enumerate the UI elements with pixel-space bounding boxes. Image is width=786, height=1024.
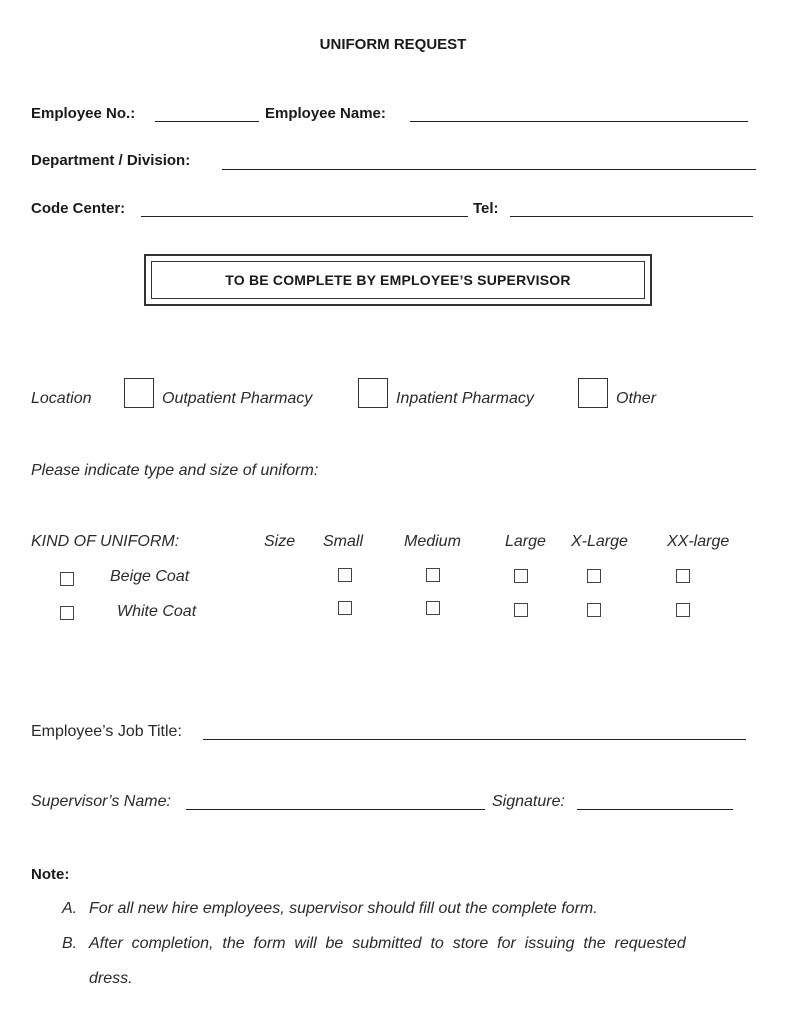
form-title: UNIFORM REQUEST xyxy=(319,36,467,53)
beige-coat-label: Beige Coat xyxy=(110,568,190,585)
white-coat-large-checkbox[interactable] xyxy=(514,603,528,617)
beige-coat-checkbox[interactable] xyxy=(60,572,74,586)
uniform-instruction: Please indicate type and size of uniform: xyxy=(31,462,319,479)
department-label: Department / Division: xyxy=(31,152,191,169)
code-center-field[interactable] xyxy=(141,216,468,217)
employee-name-field[interactable] xyxy=(410,121,748,122)
tel-label: Tel: xyxy=(473,200,499,217)
size-medium-header: Medium xyxy=(404,533,461,550)
beige-coat-large-checkbox[interactable] xyxy=(514,569,528,583)
job-title-field[interactable] xyxy=(203,739,746,740)
inpatient-pharmacy-label: Inpatient Pharmacy xyxy=(396,390,534,407)
size-header: Size xyxy=(264,533,296,550)
note-b-text-continued: dress. xyxy=(89,970,133,987)
size-large-header: Large xyxy=(505,533,546,550)
white-coat-medium-checkbox[interactable] xyxy=(426,601,440,615)
outpatient-pharmacy-label: Outpatient Pharmacy xyxy=(162,390,313,407)
beige-coat-small-checkbox[interactable] xyxy=(338,568,352,582)
note-a-text: For all new hire employees, supervisor should fill out the complete form. xyxy=(89,900,598,917)
code-center-label: Code Center: xyxy=(31,200,126,217)
employee-no-label: Employee No.: xyxy=(31,105,136,122)
white-coat-xlarge-checkbox[interactable] xyxy=(587,603,601,617)
other-checkbox[interactable] xyxy=(578,378,608,408)
employee-name-label: Employee Name: xyxy=(265,105,386,122)
inpatient-pharmacy-checkbox[interactable] xyxy=(358,378,388,408)
kind-of-uniform-header: KIND OF UNIFORM: xyxy=(31,533,180,550)
supervisor-name-field[interactable] xyxy=(186,809,485,810)
note-b-text: After completion, the form will be submitted to store for issuing the requested xyxy=(89,935,686,952)
size-xxlarge-header: XX-large xyxy=(667,533,730,550)
tel-field[interactable] xyxy=(510,216,753,217)
signature-label: Signature: xyxy=(492,793,565,810)
size-xlarge-header: X-Large xyxy=(571,533,628,550)
note-heading: Note: xyxy=(31,866,70,883)
note-b-marker: B. xyxy=(62,935,78,952)
other-label: Other xyxy=(616,390,657,407)
supervisor-banner-text: TO BE COMPLETE BY EMPLOYEE’S SUPERVISOR xyxy=(151,261,645,299)
white-coat-xxlarge-checkbox[interactable] xyxy=(676,603,690,617)
supervisor-banner xyxy=(144,254,652,306)
signature-field[interactable] xyxy=(577,809,733,810)
supervisor-name-label: Supervisor’s Name: xyxy=(31,793,171,810)
beige-coat-medium-checkbox[interactable] xyxy=(426,568,440,582)
outpatient-pharmacy-checkbox[interactable] xyxy=(124,378,154,408)
job-title-label: Employee’s Job Title: xyxy=(31,723,182,740)
note-a-marker: A. xyxy=(62,900,78,917)
beige-coat-xxlarge-checkbox[interactable] xyxy=(676,569,690,583)
white-coat-checkbox[interactable] xyxy=(60,606,74,620)
employee-no-field[interactable] xyxy=(155,121,259,122)
location-label: Location xyxy=(31,390,92,407)
beige-coat-xlarge-checkbox[interactable] xyxy=(587,569,601,583)
white-coat-label: White Coat xyxy=(117,603,197,620)
white-coat-small-checkbox[interactable] xyxy=(338,601,352,615)
department-field[interactable] xyxy=(222,169,756,170)
size-small-header: Small xyxy=(323,533,364,550)
